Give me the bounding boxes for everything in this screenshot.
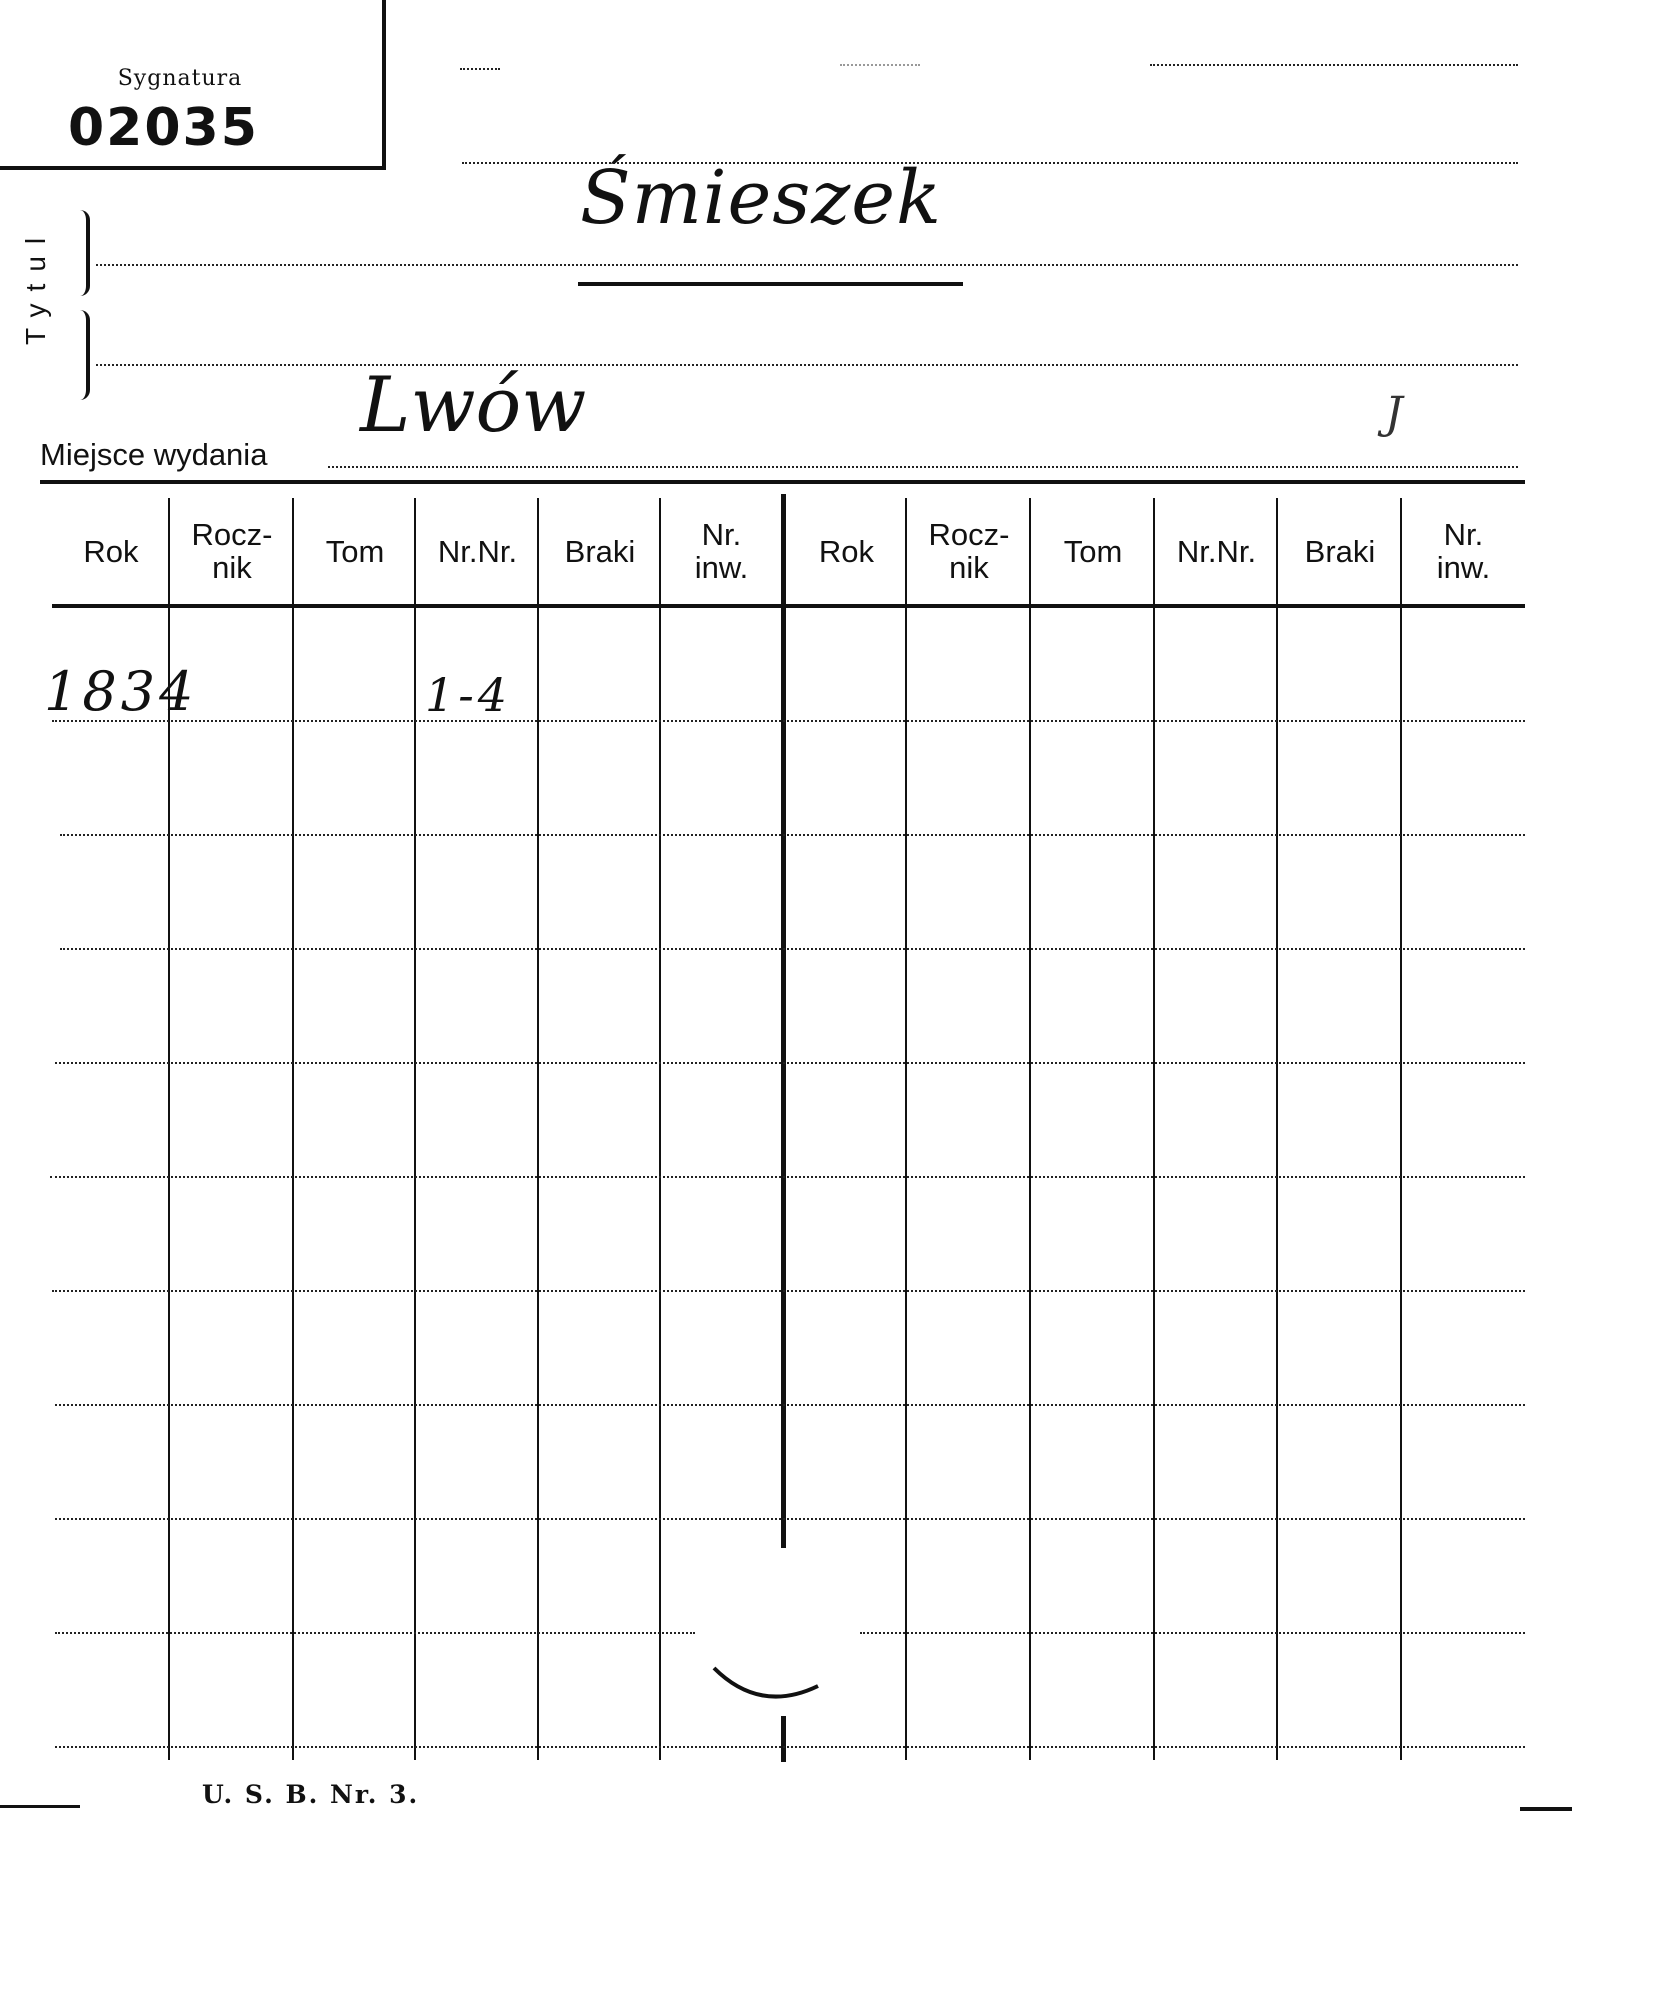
column-divider (414, 498, 416, 1760)
cell-rok: 1834 (44, 660, 198, 723)
place-label: Miejsce wydania (40, 437, 268, 472)
title-label: Tytul (20, 225, 51, 345)
center-divider (781, 494, 786, 1548)
corner-mark: J (1385, 388, 1403, 439)
row-line (55, 1746, 1525, 1748)
column-divider (905, 498, 907, 1760)
header-left-5: Nr. inw. (694, 517, 749, 585)
column-divider (537, 498, 539, 1760)
header-right-1: Rocz- nik (928, 517, 1010, 585)
header-left-2: Tom (325, 533, 385, 569)
row-line (55, 1404, 1525, 1406)
top-dotted-line (1150, 64, 1518, 66)
column-divider (1276, 498, 1278, 1760)
table-top-line (40, 480, 1525, 484)
top-dotted-line (460, 68, 500, 70)
place-handwritten: Lwów (360, 360, 587, 449)
edge-mark (0, 1805, 80, 1808)
row-line (52, 1290, 1525, 1292)
header-left-4: Braki (564, 533, 636, 569)
form-code: U. S. B. Nr. 3. (202, 1780, 420, 1809)
header-left-3: Nr.Nr. (437, 533, 518, 569)
signature-value: 02035 (68, 98, 259, 158)
title-handwritten: Śmieszek (580, 155, 942, 241)
place-dotted-line (328, 466, 1518, 468)
row-line (860, 1632, 1525, 1634)
header-left-1: Rocz- nik (191, 517, 273, 585)
cell-nrnr: 1-4 (425, 668, 512, 722)
row-line (60, 834, 1525, 836)
header-bottom-line (52, 604, 1525, 608)
column-divider (292, 498, 294, 1760)
signature-label: Sygnatura (117, 66, 243, 91)
row-line (55, 1632, 695, 1634)
top-dotted-line (840, 64, 920, 66)
title-bracket (76, 310, 90, 400)
edge-mark (1520, 1807, 1572, 1811)
title-dotted-line (96, 364, 1518, 366)
header-right-0: Rok (818, 533, 875, 569)
title-underline (578, 282, 963, 286)
column-divider (659, 498, 661, 1760)
column-divider (1029, 498, 1031, 1760)
header-right-4: Braki (1304, 533, 1376, 569)
header-right-5: Nr. inw. (1436, 517, 1491, 585)
center-divider-stub (781, 1716, 786, 1762)
header-left-0: Rok (83, 533, 139, 569)
column-divider (1153, 498, 1155, 1760)
column-divider (1400, 498, 1402, 1760)
row-line (52, 720, 1525, 722)
row-line (55, 1518, 1525, 1520)
title-bracket (76, 210, 90, 296)
header-right-3: Nr.Nr. (1176, 533, 1257, 569)
title-dotted-line (96, 264, 1518, 266)
row-line (60, 948, 1525, 950)
row-line (50, 1176, 1525, 1178)
header-right-2: Tom (1063, 533, 1123, 569)
punch-hole-arc (700, 1650, 850, 1720)
row-line (55, 1062, 1525, 1064)
